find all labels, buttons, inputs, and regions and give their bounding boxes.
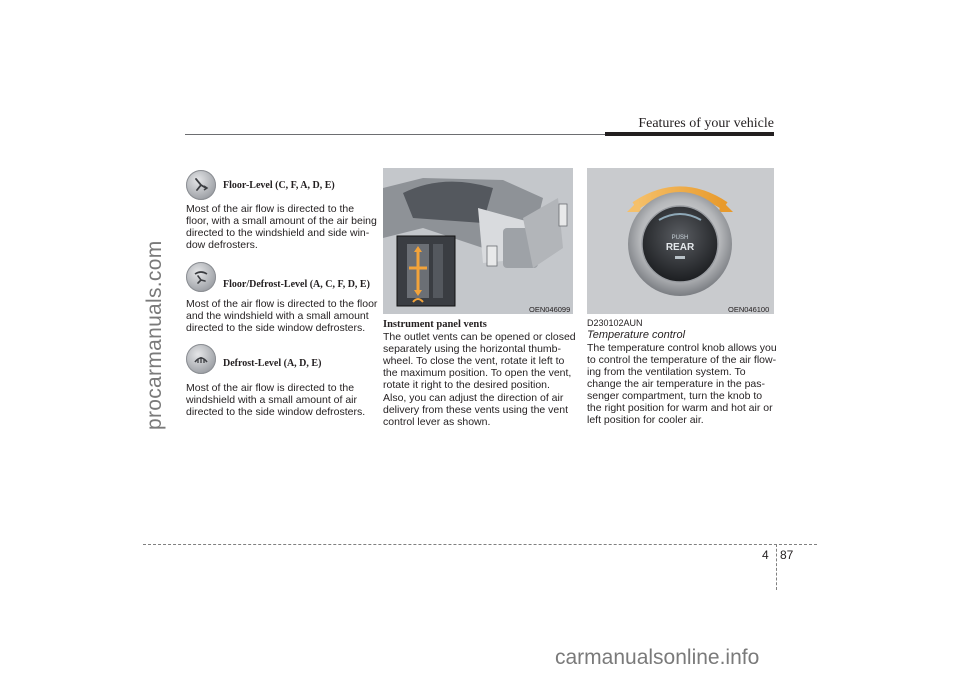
header-rule — [185, 134, 605, 135]
section-title: Features of your vehicle — [638, 116, 774, 131]
footer-divider — [776, 544, 777, 590]
instrument-panel-vents-para2 — [383, 392, 573, 428]
instrument-panel-vents-figure — [383, 168, 573, 314]
text-line: ing from the ventilation system. To — [587, 366, 746, 378]
instrument-panel-vents-heading: Instrument panel vents — [383, 319, 487, 330]
floor-level-label: Floor-Level (C, F, A, D, E) — [223, 180, 335, 191]
text-line: Most of the air flow is directed to the — [186, 203, 355, 215]
text-line: left position for cooler air. — [587, 414, 704, 426]
text-line: senger compartment, turn the knob to — [587, 390, 763, 402]
text-line: rotate it right to the desired position. — [383, 379, 550, 391]
dashboard-illustration — [383, 168, 573, 314]
text-line: separately using the horizontal thumb- — [383, 343, 562, 355]
knob-rear-text: REAR — [665, 242, 695, 253]
text-line: floor, with a small amount of the air being — [186, 215, 377, 227]
text-line: wheel. To close the vent, rotate it left to — [383, 355, 565, 367]
temperature-knob-illustration — [587, 168, 774, 314]
watermark-bottom[interactable]: carmanualsonline.info — [555, 646, 760, 669]
text-line: the maximum position. To open the vent, — [383, 367, 572, 379]
floor-level-icon — [186, 170, 216, 200]
text-line: control lever as shown. — [383, 416, 491, 428]
temperature-control-heading: Temperature control — [587, 329, 686, 341]
text-line: directed to the side window defrosters. — [186, 406, 366, 418]
text-line: the right position for warm and hot air or — [587, 402, 773, 414]
chapter-number: 4 — [762, 548, 769, 562]
text-line: directed to the side window defrosters. — [186, 322, 366, 334]
text-line: Also, you can adjust the direction of air — [383, 392, 564, 404]
text-line: directed to the windshield and side win- — [186, 227, 370, 239]
text-line: Most of the air flow is directed to the — [186, 382, 355, 394]
floor-defrost-level-description — [186, 298, 378, 334]
figure-code-oen046100: OEN046100 — [728, 305, 770, 314]
knob-push-text: PUSH — [671, 235, 689, 241]
text-line: change the air temperature in the pas- — [587, 378, 766, 390]
header-accent-bar — [605, 132, 774, 136]
reference-code: D230102AUN — [587, 318, 643, 328]
text-line: windshield with a small amount of air — [186, 394, 357, 406]
footer-rule — [143, 544, 817, 545]
text-line: and the windshield with a small amount — [186, 310, 369, 322]
page-number: 87 — [780, 548, 794, 562]
instrument-panel-vents-para1 — [383, 331, 576, 391]
temperature-control-description — [587, 342, 777, 426]
defrost-level-label: Defrost-Level (A, D, E) — [223, 358, 322, 369]
text-line: The temperature control knob allows you — [587, 342, 777, 354]
floor-defrost-level-icon — [186, 262, 216, 292]
temperature-control-figure — [587, 168, 774, 314]
text-line: dow defrosters. — [186, 239, 258, 251]
defrost-level-description — [186, 382, 371, 418]
figure-code-oen046099: OEN046099 — [529, 305, 571, 314]
text-line: Most of the air flow is directed to the floor — [186, 298, 378, 310]
watermark-left[interactable]: procarmanuals.com — [143, 240, 166, 430]
text-line: delivery from these vents using the vent — [383, 404, 569, 416]
floor-level-description — [186, 203, 377, 251]
floor-defrost-level-label: Floor/Defrost-Level (A, C, F, D, E) — [223, 279, 370, 290]
text-line: to control the temperature of the air flow- — [587, 354, 777, 366]
text-line: The outlet vents can be opened or closed — [383, 331, 576, 343]
defrost-level-icon — [186, 344, 216, 374]
